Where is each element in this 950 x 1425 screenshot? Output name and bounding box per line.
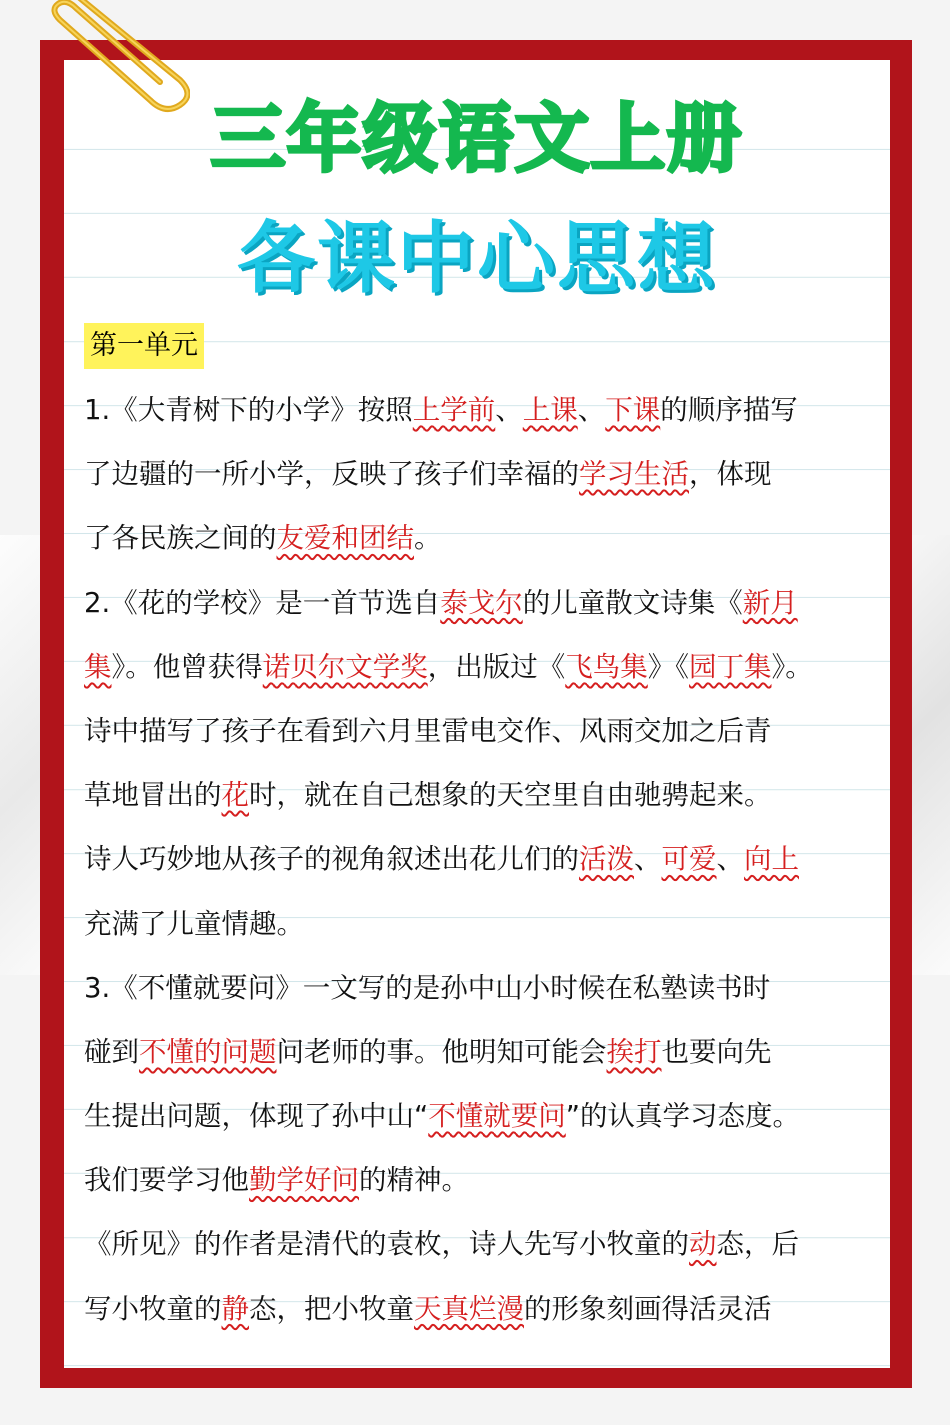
text-segment: 草地冒出的 — [84, 779, 222, 812]
highlighted-keyword: 上课 — [522, 394, 578, 426]
text-segment: 写小牧童的 — [84, 1292, 222, 1325]
page-subtitle: 各课中心思想 — [236, 214, 717, 304]
highlighted-keyword: 学习生活 — [579, 458, 689, 491]
highlighted-keyword: 不懂的问题 — [139, 1035, 277, 1068]
highlighted-keyword: 动 — [689, 1228, 717, 1261]
text-segment: 。 — [414, 522, 442, 555]
text-line — [84, 1277, 884, 1341]
highlighted-keyword: 飞鸟集 — [565, 650, 648, 683]
text-segment: 1.《大青树下的小学》按照 — [84, 394, 413, 426]
highlighted-keyword: 泰戈尔 — [440, 586, 523, 619]
highlighted-keyword: 活泼 — [579, 843, 634, 876]
text-segment: 、 — [495, 394, 523, 426]
text-segment: 态，把小牧童 — [249, 1292, 414, 1325]
text-segment: 3.《不懂就要问》一文写的是孙中山小时候在私塾读书时 — [84, 971, 771, 1004]
highlighted-keyword: 集 — [84, 650, 112, 683]
text-segment: 的儿童散文诗集《 — [522, 586, 743, 619]
text-line — [84, 892, 884, 956]
text-segment: 2.《花的学校》是一首节选自 — [84, 586, 441, 619]
highlighted-keyword: 上学前 — [412, 394, 496, 426]
page-title: 三年级语文上册 — [211, 96, 743, 182]
paperclip-icon — [40, 0, 190, 120]
text-segment: ”的认真学习态度。 — [565, 1100, 800, 1133]
text-segment: 时，就在自己想象的天空里自由驰骋起来。 — [249, 779, 772, 812]
text-segment: 问老师的事。他明知可能会 — [276, 1035, 607, 1068]
highlighted-keyword: 不懂就要问 — [428, 1100, 566, 1133]
text-segment: 碰到 — [84, 1035, 139, 1068]
highlighted-keyword: 新月 — [742, 586, 798, 619]
text-line — [84, 506, 884, 570]
highlighted-keyword: 园丁集 — [689, 650, 772, 683]
text-line — [84, 1084, 884, 1148]
text-line — [84, 1148, 884, 1212]
text-segment: 《所见》的作者是清代的袁枚，诗人先写小牧童的 — [84, 1228, 689, 1261]
text-segment: 诗人巧妙地从孩子的视角叙述出花儿们的 — [84, 843, 579, 876]
text-line — [84, 1212, 884, 1276]
text-segment: 、 — [716, 843, 744, 876]
text-segment: 充满了儿童情趣。 — [84, 907, 304, 940]
text-segment: 的顺序描写 — [660, 394, 798, 426]
highlighted-keyword: 花 — [221, 779, 249, 812]
text-line — [84, 699, 884, 763]
highlighted-keyword: 下课 — [605, 394, 661, 426]
text-segment: 我们要学习他 — [84, 1164, 249, 1197]
text-segment: 的精神。 — [359, 1164, 469, 1197]
text-segment: ，体现 — [689, 458, 772, 491]
text-line — [84, 827, 884, 891]
highlighted-keyword: 挨打 — [606, 1035, 662, 1068]
text-line — [84, 442, 884, 506]
highlighted-keyword: 可爱 — [661, 843, 717, 876]
highlighted-keyword: 诺贝尔文学奖 — [262, 650, 428, 683]
text-line — [84, 956, 884, 1020]
unit-label: 第一单元 — [84, 323, 204, 369]
text-segment: 了各民族之间的 — [84, 522, 277, 555]
text-line — [84, 1020, 884, 1084]
text-segment: 》。 — [771, 650, 813, 683]
text-segment: ，出版过《 — [427, 650, 566, 683]
highlighted-keyword: 勤学好问 — [249, 1164, 359, 1197]
text-segment: 、 — [577, 394, 606, 426]
highlighted-keyword: 向上 — [744, 843, 799, 876]
text-line — [84, 378, 884, 442]
highlighted-keyword: 天真烂漫 — [414, 1292, 524, 1325]
text-segment: 生提出问题，体现了孙中山“ — [84, 1100, 429, 1133]
text-segment: 也要向先 — [661, 1035, 772, 1068]
text-segment: 的形象刻画得活灵活 — [524, 1292, 772, 1325]
text-line — [84, 571, 884, 635]
highlighted-keyword: 友爱和团结 — [276, 522, 414, 555]
text-segment: 、 — [634, 843, 662, 876]
lesson-summary-text — [84, 378, 884, 1341]
text-line — [84, 635, 884, 699]
text-segment: 》。他曾获得 — [111, 650, 263, 683]
text-segment: 了边疆的一所小学，反映了孩子们幸福的 — [84, 458, 579, 491]
text-segment: 态，后 — [716, 1228, 799, 1261]
highlighted-keyword: 静 — [221, 1292, 249, 1325]
text-segment: 诗中描写了孩子在看到六月里雷电交作、风雨交加之后青 — [84, 714, 772, 747]
text-segment: 》《 — [647, 650, 689, 683]
text-line — [84, 763, 884, 827]
